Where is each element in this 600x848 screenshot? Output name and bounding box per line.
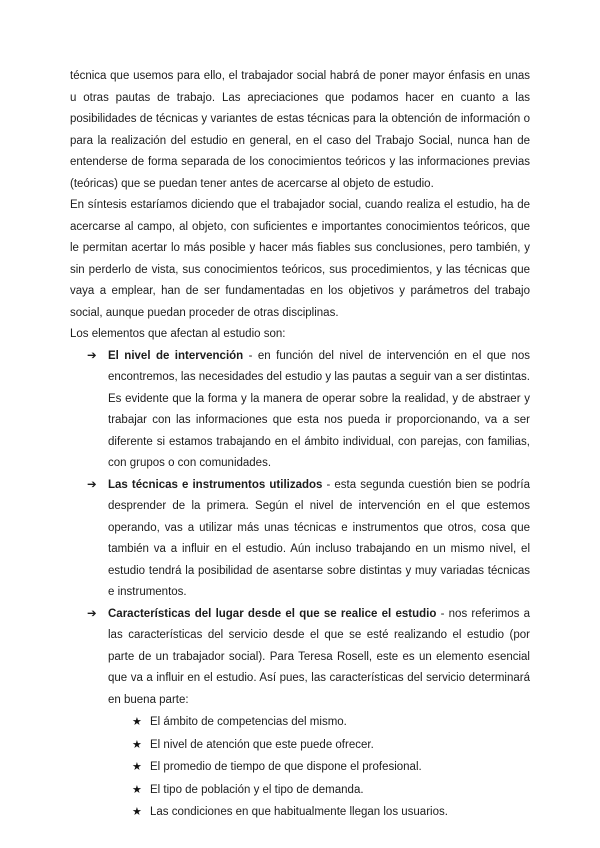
star-sublist <box>108 712 530 824</box>
sublist-item <box>132 712 530 734</box>
arrow-bullet-icon: ➔ <box>87 607 97 620</box>
list-item <box>70 475 530 604</box>
list-item-title: El nivel de intervención <box>108 349 244 362</box>
sublist-item-text: El promedio de tiempo de que dispone el profesional. <box>150 761 422 773</box>
list-item-text <box>108 475 530 604</box>
sublist-item-text: El nivel de atención que este puede ofrecer. <box>150 738 374 751</box>
list-item-body: - en función del nivel de intervención en el que nos encontremos, las necesidades del estudio y las pautas a seguir van a ser distintas. Es evidente que la forma y la manera de operar sobre la realidad, y de abstraer y trabajar con las informaciones que esta nos pueda ir proporcionando, va a ser diferente si estamos trabajando en el ámbito individual, con parejas, con familias, con grupos o con comunidades. <box>108 349 530 469</box>
list-item-text <box>108 346 530 475</box>
star-bullet-icon: ★ <box>132 783 142 796</box>
sublist-item <box>132 757 530 779</box>
sublist-item-text: Las condiciones en que habitualmente llegan los usuarios. <box>150 806 448 818</box>
paragraph-1: técnica que usemos para ello, el trabajador social habrá de poner mayor énfasis en unas u otras pautas de trabajo. Las apreciaciones que podamos hacer en cuanto a las posibilidades de técnicas y variantes de estas técnicas para la obtención de información o para la realización del estudio en general, en el caso del Trabajo Social, nunca han de entenderse de forma separada de los conocimientos teóricos y las informaciones previas (teóricas) que se puedan tener antes de acercarse al objeto de estudio. <box>70 70 530 190</box>
arrow-bullet-icon: ➔ <box>87 478 97 491</box>
star-bullet-icon: ★ <box>132 716 142 728</box>
list-item-title: Características del lugar desde el que se realice el estudio <box>108 607 437 620</box>
arrow-bullet-icon: ➔ <box>87 349 97 362</box>
sublist-item <box>132 780 530 802</box>
list-intro: Los elementos que afectan al estudio son: <box>70 328 286 340</box>
paragraph-2: En síntesis estaríamos diciendo que el trabajador social, cuando realiza el estudio, ha de acercarse al campo, al objeto, con suficientes e importantes conocimientos teóricos, que le permitan acertar lo más posible y hacer más fiables sus conclusiones, pero también, y sin perderlo de vista, sus conocimientos teóricos, sus procedimientos, y las técnicas que vaya a emplear, han de ser fundamentadas en los objetivos y parámetros del trabajo social, aunque puedan proceder de otras disciplinas. <box>70 199 530 319</box>
list-item <box>70 346 530 475</box>
star-bullet-icon: ★ <box>132 761 142 773</box>
sublist-item-text: El tipo de población y el tipo de demanda. <box>150 783 364 796</box>
list-item <box>70 604 530 824</box>
sublist-item <box>132 802 530 824</box>
star-bullet-icon: ★ <box>132 806 142 818</box>
list-item-body: - esta segunda cuestión bien se podría desprender de la primera. Según el nivel de intervención en el que estemos operando, vas a utilizar más unas técnicas e instrumentos que otros, cosa que también va a influir en el estudio. Aún incluso trabajando en un mismo nivel, el estudio tendrá la posibilidad de asentarse sobre distintas y muy variadas técnicas e instrumentos. <box>108 478 530 598</box>
list-item-body: - nos referimos a las características del servicio desde el que se esté realizando el estudio (por parte de un trabajador social). Para Teresa Rosell, este es un elemento esencial que va a influir en el estudio. Así pues, las características del servicio determinará en buena parte: <box>108 607 530 706</box>
list-item-title: Las técnicas e instrumentos utilizados <box>108 478 323 491</box>
star-bullet-icon: ★ <box>132 738 142 751</box>
sublist-item-text: El ámbito de competencias del mismo. <box>150 716 347 728</box>
sublist-item <box>132 735 530 757</box>
list-item-text <box>108 604 530 824</box>
